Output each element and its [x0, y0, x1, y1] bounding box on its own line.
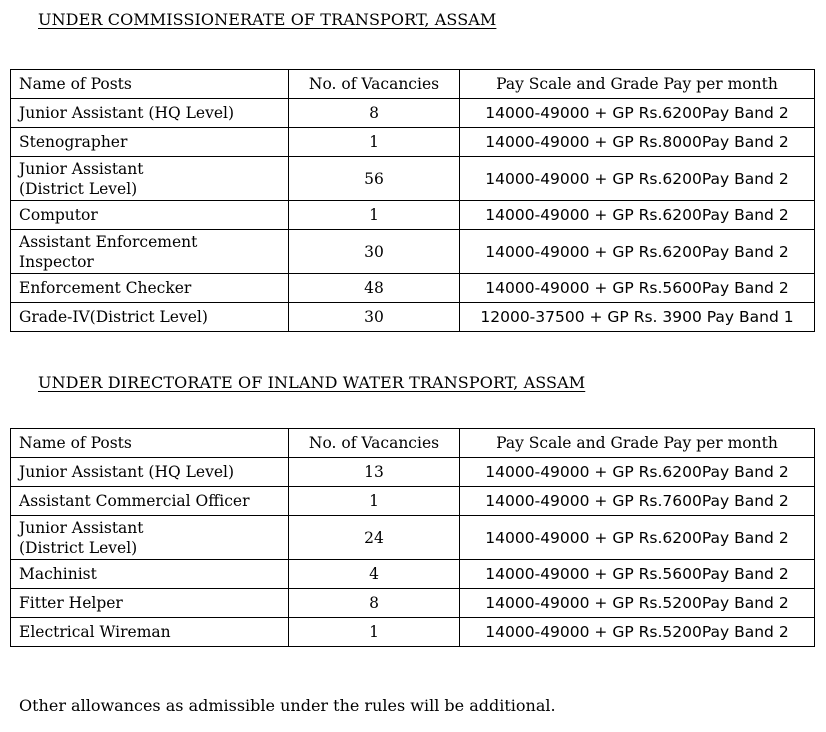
- vacancy-count-cell: 8: [289, 99, 460, 128]
- vacancy-count-cell: 56: [289, 157, 460, 201]
- vacancy-table-transport: [10, 69, 815, 332]
- post-name-line: (District Level): [19, 179, 138, 198]
- pay-scale-cell: 14000-49000 + GP Rs.6200Pay Band 2: [460, 516, 815, 560]
- table-row: [11, 274, 815, 303]
- pay-scale-cell: 14000-49000 + GP Rs.6200Pay Band 2: [460, 458, 815, 487]
- pay-scale-cell: 14000-49000 + GP Rs.5200Pay Band 2: [460, 589, 815, 618]
- pay-scale-cell: 14000-49000 + GP Rs.6200Pay Band 2: [460, 230, 815, 274]
- footnote: Other allowances as admissible under the rules will be additional.: [19, 696, 556, 715]
- vacancy-count-cell: 1: [289, 487, 460, 516]
- column-header-post: Name of Posts: [11, 70, 289, 99]
- post-name-line: Junior Assistant: [19, 159, 144, 178]
- table-row: [11, 303, 815, 332]
- post-name-cell: [11, 274, 289, 303]
- post-name-cell: [11, 99, 289, 128]
- column-header-pay: Pay Scale and Grade Pay per month: [460, 429, 815, 458]
- pay-scale-cell: 14000-49000 + GP Rs.7600Pay Band 2: [460, 487, 815, 516]
- post-name-cell: [11, 230, 289, 274]
- pay-scale-cell: 14000-49000 + GP Rs.5600Pay Band 2: [460, 274, 815, 303]
- post-name-line: Junior Assistant (HQ Level): [19, 463, 235, 481]
- vacancy-count-cell: 4: [289, 560, 460, 589]
- vacancy-count-cell: 1: [289, 201, 460, 230]
- post-name-line: Junior Assistant: [19, 518, 144, 537]
- vacancy-count-cell: 13: [289, 458, 460, 487]
- post-name-line: Fitter Helper: [19, 594, 123, 612]
- table-row: [11, 201, 815, 230]
- pay-scale-cell: 14000-49000 + GP Rs.6200Pay Band 2: [460, 157, 815, 201]
- table-row: [11, 128, 815, 157]
- table-row: [11, 589, 815, 618]
- vacancy-count-cell: 48: [289, 274, 460, 303]
- table-header-row: [11, 429, 815, 458]
- vacancy-table-inland-water: [10, 428, 815, 647]
- vacancy-count-cell: 8: [289, 589, 460, 618]
- post-name-cell: [11, 516, 289, 560]
- vacancy-count-cell: 30: [289, 230, 460, 274]
- post-name-line: Electrical Wireman: [19, 623, 171, 641]
- pay-scale-cell: 14000-49000 + GP Rs.5600Pay Band 2: [460, 560, 815, 589]
- table-row: [11, 560, 815, 589]
- post-name-cell: [11, 303, 289, 332]
- table-row: [11, 230, 815, 274]
- post-name-line: Machinist: [19, 565, 97, 583]
- vacancy-count-cell: 1: [289, 618, 460, 647]
- column-header-vacancies: No. of Vacancies: [289, 429, 460, 458]
- post-name-cell: [11, 128, 289, 157]
- table-row: [11, 157, 815, 201]
- pay-scale-cell: 14000-49000 + GP Rs.5200Pay Band 2: [460, 618, 815, 647]
- column-header-vacancies: No. of Vacancies: [289, 70, 460, 99]
- vacancy-count-cell: 30: [289, 303, 460, 332]
- table-row: [11, 618, 815, 647]
- post-name-cell: [11, 589, 289, 618]
- post-name-line: Computor: [19, 206, 98, 224]
- post-name-line: Assistant Enforcement: [19, 232, 198, 251]
- pay-scale-cell: 12000-37500 + GP Rs. 3900 Pay Band 1: [460, 303, 815, 332]
- post-name-cell: [11, 157, 289, 201]
- column-header-pay: Pay Scale and Grade Pay per month: [460, 70, 815, 99]
- post-name-cell: [11, 458, 289, 487]
- vacancy-count-cell: 24: [289, 516, 460, 560]
- post-name-cell: [11, 560, 289, 589]
- post-name-line: Junior Assistant (HQ Level): [19, 104, 235, 122]
- table-body: [11, 99, 815, 332]
- table-body: [11, 458, 815, 647]
- section-heading-inland-water: UNDER DIRECTORATE OF INLAND WATER TRANSPORT, ASSAM: [38, 373, 586, 392]
- post-name-line: Stenographer: [19, 133, 128, 151]
- post-name-line: Assistant Commercial Officer: [19, 492, 250, 510]
- post-name-cell: [11, 487, 289, 516]
- post-name-cell: [11, 201, 289, 230]
- table-row: [11, 487, 815, 516]
- post-name-line: Enforcement Checker: [19, 279, 192, 297]
- table-row: [11, 516, 815, 560]
- post-name-cell: [11, 618, 289, 647]
- pay-scale-cell: 14000-49000 + GP Rs.6200Pay Band 2: [460, 99, 815, 128]
- post-name-line: Grade-IV(District Level): [19, 308, 208, 326]
- pay-scale-cell: 14000-49000 + GP Rs.8000Pay Band 2: [460, 128, 815, 157]
- table-header-row: [11, 70, 815, 99]
- pay-scale-cell: 14000-49000 + GP Rs.6200Pay Band 2: [460, 201, 815, 230]
- section-heading-transport: UNDER COMMISSIONERATE OF TRANSPORT, ASSAM: [38, 10, 497, 29]
- table-row: [11, 458, 815, 487]
- column-header-post: Name of Posts: [11, 429, 289, 458]
- table-row: [11, 99, 815, 128]
- vacancy-count-cell: 1: [289, 128, 460, 157]
- post-name-line: (District Level): [19, 538, 138, 557]
- post-name-line: Inspector: [19, 252, 94, 271]
